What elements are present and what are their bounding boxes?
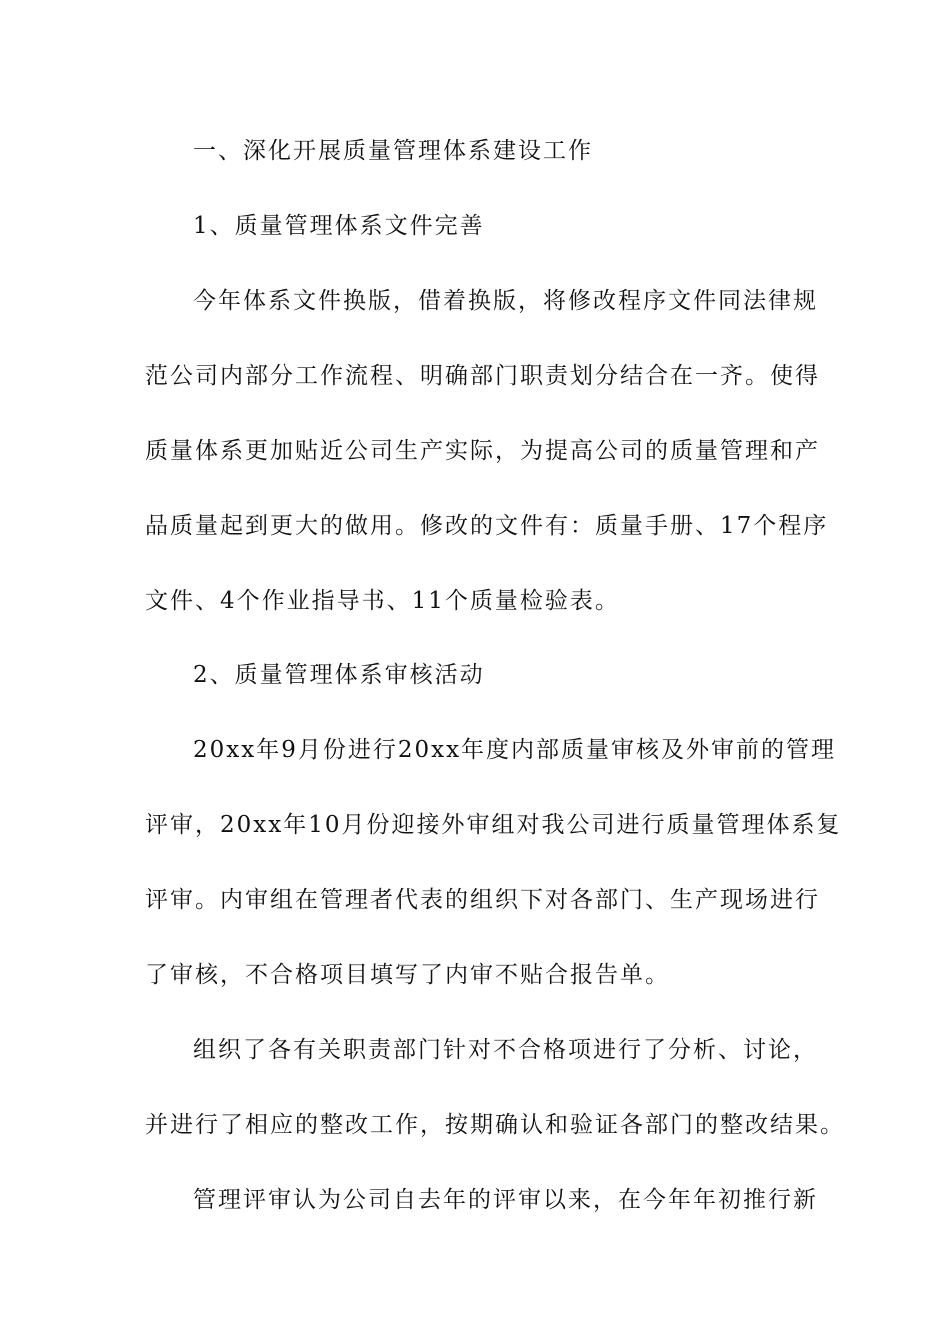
paragraph-line: 了审核，不合格项目填写了内审不贴合报告单。 <box>145 962 670 988</box>
paragraph-line: 范公司内部分工作流程、明确部门职责划分结合在一齐。使得 <box>145 363 820 389</box>
section-heading: 一、深化开展质量管理体系建设工作 <box>193 138 593 164</box>
subsection-heading: 1、质量管理体系文件完善 <box>193 213 485 239</box>
paragraph-line: 文件、4个作业指导书、11个质量检验表。 <box>145 588 620 614</box>
paragraph-line: 品质量起到更大的做用。修改的文件有：质量手册、17个程序 <box>145 513 829 539</box>
paragraph-line: 评审。内审组在管理者代表的组织下对各部门、生产现场进行 <box>145 887 820 913</box>
subsection-heading: 2、质量管理体系审核活动 <box>193 662 485 688</box>
paragraph-line: 评审，20xx年10月份迎接外审组对我公司进行质量管理体系复 <box>145 812 842 838</box>
paragraph-line: 20xx年9月份进行20xx年度内部质量审核及外审前的管理 <box>193 737 837 763</box>
paragraph-line: 组织了各有关职责部门针对不合格项进行了分析、讨论， <box>193 1037 818 1063</box>
paragraph-line: 今年体系文件换版，借着换版，将修改程序文件同法律规 <box>193 288 818 314</box>
paragraph-line: 质量体系更加贴近公司生产实际，为提高公司的质量管理和产 <box>145 438 820 464</box>
paragraph-line: 管理评审认为公司自去年的评审以来，在今年年初推行新 <box>193 1187 818 1213</box>
paragraph-line: 并进行了相应的整改工作，按期确认和验证各部门的整改结果。 <box>145 1112 845 1138</box>
